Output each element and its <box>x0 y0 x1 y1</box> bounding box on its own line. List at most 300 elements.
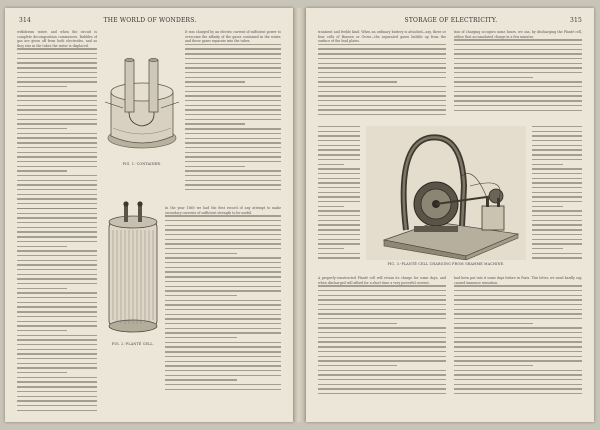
text-line <box>17 180 97 181</box>
text-line <box>318 173 360 174</box>
text-line <box>185 77 281 78</box>
text-line <box>454 295 582 296</box>
text-line <box>17 358 97 359</box>
figure-3-illustration <box>366 126 526 260</box>
text-line <box>318 257 360 258</box>
text-line <box>318 332 446 333</box>
text-line <box>17 81 97 82</box>
text-line <box>17 95 97 96</box>
text-line <box>17 208 97 209</box>
text-line <box>318 149 360 150</box>
right-page <box>306 8 594 422</box>
text-line <box>318 253 360 254</box>
text-line <box>318 105 446 106</box>
text-line <box>318 341 446 342</box>
text-line <box>17 184 97 185</box>
text-line <box>17 400 97 401</box>
text-line <box>17 91 97 92</box>
text-line <box>318 295 446 296</box>
text-line <box>318 309 446 310</box>
text-line <box>318 154 360 155</box>
text-line <box>532 126 582 127</box>
text-line <box>17 264 97 265</box>
text-line <box>185 123 245 124</box>
text-line <box>318 304 446 305</box>
text-line <box>165 309 281 310</box>
left-lower-text <box>17 208 97 414</box>
text-line <box>165 295 237 296</box>
text-line <box>185 58 281 59</box>
text-line <box>17 72 97 73</box>
text-line <box>318 393 446 394</box>
figure-2-illustration <box>103 200 163 340</box>
text-line <box>17 339 97 340</box>
text-line <box>454 379 582 380</box>
text-line <box>532 257 582 258</box>
text-line <box>17 363 97 364</box>
text-line <box>17 152 97 153</box>
text-line <box>532 192 582 193</box>
text-line <box>17 189 97 190</box>
text-line <box>318 72 446 73</box>
text-line <box>165 370 281 371</box>
text-line <box>454 290 582 291</box>
text-line <box>532 220 582 221</box>
text-line <box>532 149 582 150</box>
text-line <box>17 260 97 261</box>
text-line <box>318 299 446 300</box>
text-line <box>185 44 281 45</box>
text-line <box>318 313 446 314</box>
text-line <box>17 58 97 59</box>
text-line <box>165 215 281 216</box>
text-line <box>165 342 281 343</box>
text-line <box>318 379 446 380</box>
text-line <box>165 267 281 268</box>
text-line <box>532 239 582 240</box>
text-line <box>165 351 281 352</box>
left-page-number: 314 <box>19 17 32 24</box>
text-line <box>17 194 97 195</box>
text-line <box>17 222 97 223</box>
text-line <box>454 285 582 286</box>
text-line <box>318 239 360 240</box>
text-line <box>454 67 582 68</box>
text-line <box>17 156 97 157</box>
text-line <box>318 95 446 96</box>
text-line <box>454 341 582 342</box>
right-running-title: STORAGE OF ELECTRICITY. <box>404 17 498 24</box>
text-line <box>318 164 344 165</box>
text-line <box>318 196 360 197</box>
text-line <box>318 229 360 230</box>
text-line <box>318 192 360 193</box>
text-line <box>454 313 582 314</box>
text-line <box>185 86 281 87</box>
text-line <box>17 292 97 293</box>
text-line <box>185 128 281 129</box>
text-line <box>185 184 281 185</box>
text-line <box>532 140 582 141</box>
figure-1-illustration <box>103 32 181 160</box>
text-line <box>454 370 582 371</box>
text-line <box>532 234 582 235</box>
figure-1-container <box>103 32 181 160</box>
text-line <box>318 215 360 216</box>
text-line <box>454 388 582 389</box>
text-line <box>318 53 446 54</box>
text-line <box>165 346 281 347</box>
text-line <box>165 337 237 338</box>
text-line <box>17 321 97 322</box>
text-line <box>17 53 97 54</box>
text-line <box>318 327 446 328</box>
text-line <box>532 210 582 211</box>
text-line <box>318 44 446 45</box>
left-running-title: THE WORLD OF WONDERS. <box>103 17 197 24</box>
text-line <box>185 152 281 153</box>
text-line <box>318 356 446 357</box>
text-line <box>318 224 360 225</box>
text-line <box>17 330 67 331</box>
text-line <box>532 178 582 179</box>
text-line <box>17 213 97 214</box>
text-line <box>532 182 582 183</box>
text-line <box>17 349 97 350</box>
text-line <box>165 318 281 319</box>
text-line <box>454 77 533 78</box>
text-line <box>318 81 397 82</box>
text-line <box>165 271 281 272</box>
text-line <box>454 332 582 333</box>
text-line <box>17 391 97 392</box>
text-line <box>165 304 281 305</box>
text-line <box>318 145 360 146</box>
right-fragment-bottom-left: A properly-constructed Planté cell will retain its charge for some days, and when discharged will afford for a short time a very powerful current. <box>318 276 446 285</box>
text-line <box>17 166 97 167</box>
text-line <box>532 248 563 249</box>
text-line <box>185 189 281 190</box>
text-line <box>318 248 344 249</box>
text-line <box>318 159 360 160</box>
text-line <box>318 337 446 338</box>
figure-3-container <box>366 126 526 260</box>
text-line <box>165 234 281 235</box>
text-line <box>17 283 97 284</box>
text-line <box>165 375 281 376</box>
left-figure-side-text <box>185 30 281 194</box>
text-line <box>165 361 281 362</box>
left-page <box>5 8 293 422</box>
text-line <box>17 48 97 49</box>
figure-2-caption: FIG. 2.-PLANTÉ CELL. <box>111 342 155 346</box>
text-line <box>532 229 582 230</box>
right-fragment-top-right: tion of charging occupies some hours, we can, by discharging the Planté cell, utilise that accumulated charge in a few minutes. <box>454 30 582 39</box>
left-page-header <box>19 17 281 26</box>
text-line <box>454 53 582 54</box>
text-line <box>454 374 582 375</box>
text-line <box>185 72 281 73</box>
text-line <box>532 253 582 254</box>
text-line <box>185 166 245 167</box>
right-bottom-left-text <box>318 276 446 398</box>
text-line <box>17 227 97 228</box>
text-line <box>318 351 446 352</box>
text-line <box>165 300 281 301</box>
text-line <box>532 201 582 202</box>
book-spine <box>293 8 306 422</box>
text-line <box>318 168 360 169</box>
text-line <box>454 91 582 92</box>
text-line <box>318 109 446 110</box>
text-line <box>165 290 281 291</box>
text-line <box>17 62 97 63</box>
text-line <box>185 138 281 139</box>
text-line <box>454 39 582 40</box>
text-line <box>454 299 582 300</box>
left-fragment-mid: It was charged by an electric current of sufficient power to overcome the affinity of the gases contained in the water, and these gases separate into the tubes. <box>185 30 281 44</box>
text-line <box>17 114 97 115</box>
text-line <box>165 356 281 357</box>
text-line <box>185 161 281 162</box>
text-line <box>17 105 97 106</box>
text-line <box>17 123 97 124</box>
text-line <box>532 145 582 146</box>
text-line <box>185 91 281 92</box>
text-line <box>454 44 582 45</box>
text-line <box>17 109 97 110</box>
text-line <box>185 156 281 157</box>
text-line <box>17 255 97 256</box>
text-line <box>532 154 582 155</box>
text-line <box>185 133 281 134</box>
text-line <box>165 323 281 324</box>
text-line <box>17 367 97 368</box>
text-line <box>17 410 97 411</box>
text-line <box>17 274 97 275</box>
text-line <box>185 119 281 120</box>
right-fragment-bottom-right: had been put into it some days before in Paris. This letter, we need hardly say, caused immense sensation. <box>454 276 582 285</box>
text-line <box>17 353 97 354</box>
text-line <box>318 388 446 389</box>
text-line <box>318 63 446 64</box>
text-line <box>165 281 281 282</box>
text-line <box>17 161 97 162</box>
text-line <box>454 63 582 64</box>
text-line <box>17 278 97 279</box>
text-line <box>318 131 360 132</box>
text-line <box>185 147 281 148</box>
text-line <box>17 198 97 199</box>
text-line <box>532 168 582 169</box>
text-line <box>17 175 97 176</box>
text-line <box>165 220 281 221</box>
text-line <box>17 142 97 143</box>
text-line <box>318 384 446 385</box>
text-line <box>318 91 446 92</box>
text-line <box>454 318 582 319</box>
text-line <box>17 119 97 120</box>
text-line <box>318 77 446 78</box>
text-line <box>165 253 237 254</box>
text-line <box>532 224 582 225</box>
text-line <box>17 246 67 247</box>
text-line <box>532 135 582 136</box>
text-line <box>454 49 582 50</box>
text-line <box>532 196 582 197</box>
text-line <box>17 297 97 298</box>
text-line <box>165 314 281 315</box>
text-line <box>454 95 582 96</box>
text-line <box>318 140 360 141</box>
text-line <box>165 262 281 263</box>
text-line <box>454 58 582 59</box>
text-line <box>185 100 281 101</box>
text-line <box>318 234 360 235</box>
text-line <box>318 323 397 324</box>
right-left-column-text <box>318 30 446 119</box>
text-line <box>454 360 582 361</box>
text-line <box>454 351 582 352</box>
text-line <box>454 86 582 87</box>
text-line <box>165 243 281 244</box>
text-line <box>17 306 97 307</box>
text-line <box>318 100 446 101</box>
text-line <box>185 114 281 115</box>
text-line <box>185 109 281 110</box>
text-line <box>165 239 281 240</box>
text-line <box>454 110 582 111</box>
left-column-text <box>17 30 97 212</box>
text-line <box>454 337 582 338</box>
text-line <box>318 182 360 183</box>
right-page-number: 315 <box>569 17 582 24</box>
text-line <box>185 81 245 82</box>
text-line <box>17 250 97 251</box>
text-line <box>17 217 97 218</box>
text-line <box>185 48 281 49</box>
figure-3-caption: FIG. 3.-PLANTÉ CELL CHARGING FROM GRAMME MACHINE. <box>387 262 505 266</box>
text-line <box>318 220 360 221</box>
text-line <box>318 206 344 207</box>
left-figure2-side-text <box>165 206 281 393</box>
text-line <box>17 316 97 317</box>
text-line <box>165 328 281 329</box>
text-line <box>17 86 67 87</box>
right-figure-right-text <box>532 126 582 262</box>
text-line <box>17 137 97 138</box>
text-line <box>532 215 582 216</box>
text-line <box>17 231 97 232</box>
text-line <box>318 48 446 49</box>
text-line <box>454 327 582 328</box>
left-fragment-top: withdrawn water, and when the circuit is complete decomposition commences. Bubbles of gas are given off from both electrodes, and as they rise in the tubes the water is displaced. <box>17 30 97 48</box>
text-line <box>17 405 97 406</box>
text-line <box>318 360 446 361</box>
text-line <box>318 86 446 87</box>
text-line <box>165 379 237 380</box>
text-line <box>17 236 97 237</box>
text-line <box>185 53 281 54</box>
text-line <box>185 180 281 181</box>
text-line <box>318 210 360 211</box>
text-line <box>185 170 281 171</box>
text-line <box>165 332 281 333</box>
text-line <box>532 243 582 244</box>
text-line <box>318 290 446 291</box>
text-line <box>318 243 360 244</box>
text-line <box>17 325 97 326</box>
text-line <box>454 393 582 394</box>
text-line <box>17 302 97 303</box>
text-line <box>17 396 97 397</box>
text-line <box>17 335 97 336</box>
text-line <box>185 67 281 68</box>
text-line <box>318 365 397 366</box>
text-line <box>185 142 281 143</box>
right-right-column-text <box>454 30 582 114</box>
right-figure-side-text <box>318 126 360 262</box>
text-line <box>532 131 582 132</box>
text-line <box>454 323 533 324</box>
right-bottom-right-text <box>454 276 582 398</box>
figure-1-caption: FIG. 1.-CONTAINER. <box>122 162 162 166</box>
text-line <box>185 63 281 64</box>
text-line <box>17 372 67 373</box>
text-line <box>318 201 360 202</box>
text-line <box>318 374 446 375</box>
text-line <box>454 309 582 310</box>
text-line <box>318 187 360 188</box>
text-line <box>165 286 281 287</box>
text-line <box>532 206 563 207</box>
text-line <box>318 67 446 68</box>
text-line <box>454 105 582 106</box>
text-line <box>17 269 97 270</box>
text-line <box>318 285 446 286</box>
text-line <box>165 384 281 385</box>
text-line <box>17 377 97 378</box>
right-fragment-top-left: transient and feeble kind. When an ordinary battery is attached—say, three or four cells of Bunsen or Grove—the separated gases bubble up from the surface of the lead plates. <box>318 30 446 44</box>
text-line <box>17 133 97 134</box>
text-line <box>17 344 97 345</box>
figure-2-container <box>103 200 163 340</box>
text-line <box>185 105 281 106</box>
text-line <box>318 126 360 127</box>
text-line <box>454 304 582 305</box>
text-line <box>17 288 67 289</box>
text-line <box>17 203 97 204</box>
text-line <box>165 389 281 390</box>
text-line <box>532 187 582 188</box>
text-line <box>185 175 281 176</box>
text-line <box>318 114 446 115</box>
left-fragment-bottom: In the year 1860 we had the first record of any attempt to make secondary currents of sufficient strength to be useful. <box>165 206 281 215</box>
text-line <box>165 365 281 366</box>
text-line <box>454 81 582 82</box>
text-line <box>165 225 281 226</box>
text-line <box>165 276 281 277</box>
text-line <box>185 95 281 96</box>
text-line <box>17 67 97 68</box>
text-line <box>17 128 67 129</box>
text-line <box>17 386 97 387</box>
text-line <box>454 356 582 357</box>
text-line <box>17 170 67 171</box>
text-line <box>318 370 446 371</box>
text-line <box>454 72 582 73</box>
text-line <box>532 164 563 165</box>
